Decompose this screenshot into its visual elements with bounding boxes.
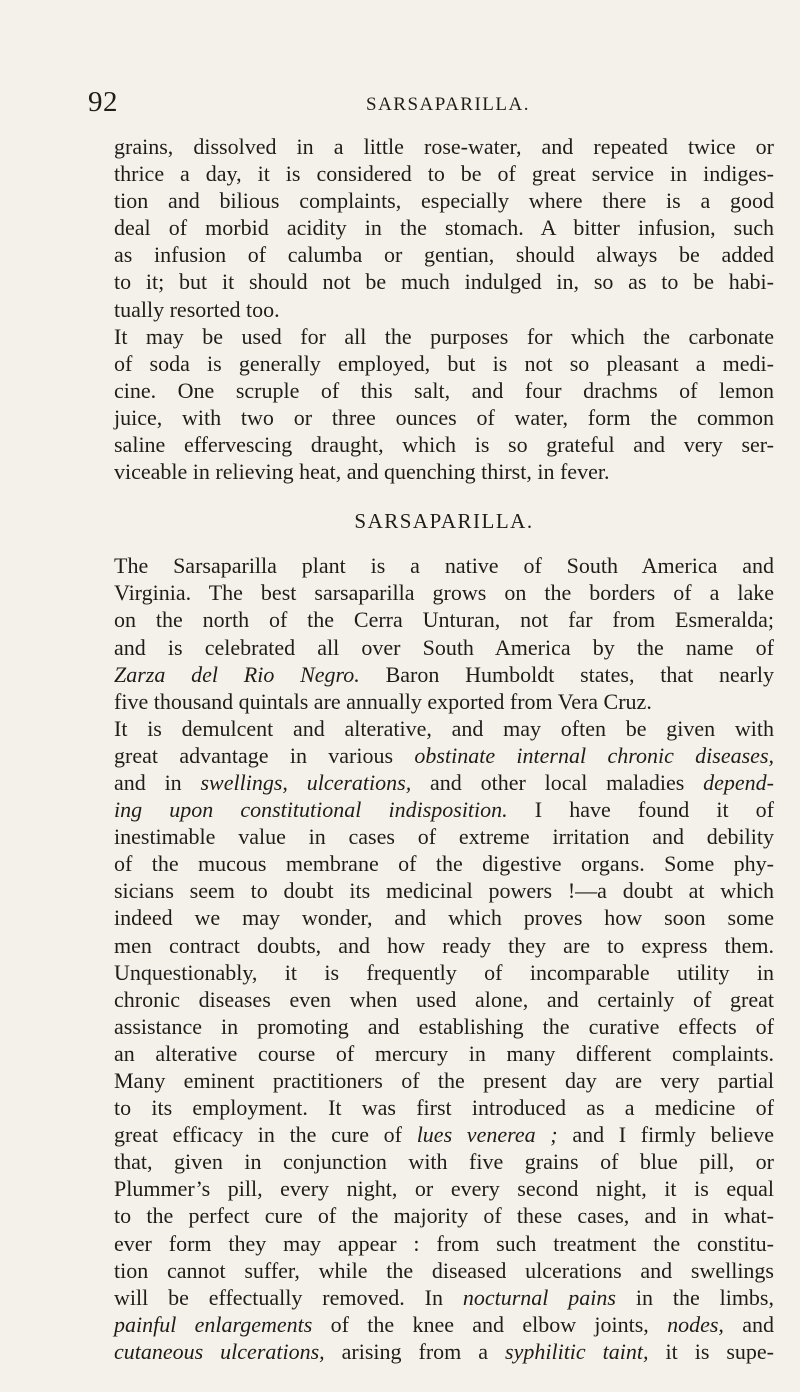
text-line: as infusion of calumba or gentian, should always be added [114,242,774,268]
text-line: thrice a day, it is considered to be of great service in indiges- [114,161,774,187]
italic-phrase: painful enlargements [114,1311,313,1337]
text-line: Many eminent practitioners of the present day are very partial [114,1068,774,1093]
text-segment: great advantage in various [114,742,415,768]
text-line: to it; but it should not be much indulged in, so as to be habi- [114,269,774,295]
page-number: 92 [88,86,118,118]
text-line: viceable in relieving heat, and quenching thirst, in fever. [114,459,610,485]
text-line [114,1311,774,1338]
text-line [114,742,774,769]
text-line: of the mucous membrane of the digestive organs. Some phy- [114,851,774,877]
text-line: The Sarsaparilla plant is a native of South America and [114,553,774,579]
text-line: five thousand quintals are annually exported from Vera Cruz. [114,688,652,714]
italic-phrase: nodes, [667,1311,724,1337]
text-line: Unquestionably, it is frequently of incomparable utility in [114,959,774,985]
text-line [114,769,774,796]
text-segment: it is supe- [648,1338,775,1364]
text-line: chronic diseases even when used alone, and certainly of great [114,986,774,1012]
italic-phrase: ing upon constitutional indisposition. [114,797,508,823]
text-segment: will be effectually removed. In [114,1284,463,1310]
text-segment: and in [114,769,201,795]
section-heading: SARSAPARILLA. [354,509,534,534]
text-line: juice, with two or three ounces of water, form the common [114,404,774,430]
text-line: to its employment. It was first introduced as a medicine of [114,1095,774,1121]
text-line: cine. One scruple of this salt, and four drachms of lemon [114,377,774,403]
text-segment: of the knee and elbow joints, [312,1311,668,1337]
text-line: grains, dissolved in a little rose-water, and repeated twice or [114,134,774,159]
italic-phrase: obstinate internal chronic diseases, [414,742,775,768]
text-segment: great efficacy in the cure of [114,1122,417,1148]
text-line: Plummer’s pill, every night, or every second night, it is equal [114,1176,774,1202]
text-line [114,1121,774,1148]
text-line [114,1338,774,1365]
text-line: indeed we may wonder, and which proves how soon some [114,905,774,931]
text-segment: in the limbs, [615,1284,774,1310]
running-head [88,86,738,120]
italic-phrase: swellings, ulcerations, [200,769,412,795]
text-segment: and I firmly believe [557,1122,774,1148]
italic-phrase: nocturnal pains [462,1284,616,1310]
text-line: an alterative course of mercury in many different complaints. [114,1040,774,1066]
text-line: that, given in conjunction with five grains of blue pill, or [114,1149,774,1175]
text-line: It is demulcent and alterative, and may often be given with [114,715,774,741]
italic-phrase: Zarza del Rio Negro. [114,661,360,687]
text-segment: arising from a [324,1338,506,1364]
running-title: SARSAPARILLA. [366,94,530,115]
text-segment: and [723,1311,774,1337]
text-segment: I have found it of [507,797,775,823]
text-line: sicians seem to doubt its medicinal powers !—a doubt at which [114,878,774,904]
italic-phrase: lues venerea ; [416,1122,558,1148]
text-line [114,796,774,823]
text-segment: Baron Humboldt states, that nearly [359,661,774,687]
text-line: Virginia. The best sarsaparilla grows on the borders of a lake [114,580,774,606]
text-line: tion cannot suffer, while the diseased ulcerations and swellings [114,1257,774,1283]
text-line: and is celebrated all over South America by the name of [114,634,774,660]
text-line: ever form they may appear : from such treatment the constitu- [114,1230,774,1256]
text-line: tion and bilious complaints, especially where there is a good [114,188,774,214]
text-line [114,1284,774,1311]
text-segment: and other local maladies [411,769,704,795]
italic-phrase: syphilitic taint, [505,1338,649,1364]
text-line [114,661,774,688]
text-line: deal of morbid acidity in the stomach. A bitter infusion, such [114,215,774,241]
body-text [114,133,774,1365]
italic-phrase: cutaneous ulcerations, [114,1338,325,1364]
text-line: men contract doubts, and how ready they are to express them. [114,932,774,958]
text-line: to the perfect cure of the majority of these cases, and in what- [114,1203,774,1229]
text-line: of soda is generally employed, but is not so pleasant a medi- [114,350,774,376]
text-line: assistance in promoting and establishing the curative effects of [114,1013,774,1039]
text-line: tually resorted too. [114,296,280,322]
text-line: inestimable value in cases of extreme irritation and debility [114,824,774,850]
italic-phrase: depend- [703,769,774,795]
text-line: on the north of the Cerra Unturan, not far from Esmeralda; [114,607,774,633]
text-line: saline effervescing draught, which is so grateful and very ser- [114,432,774,458]
text-line: It may be used for all the purposes for which the carbonate [114,323,774,349]
